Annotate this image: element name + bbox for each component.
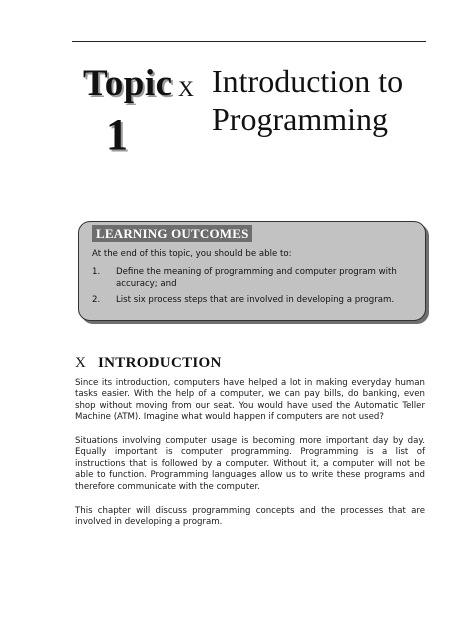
section-marker: X <box>75 355 86 371</box>
topic-separator: X <box>178 76 194 101</box>
body-paragraph: Situations involving computer usage is becoming more important day by day. Equally important is computer programming. Programming is a list of instructions that is followed by a computer. Without it, a computer will not be able to function. Programming languages allow us to write these programs and therefore communicate with the computer. <box>75 436 425 492</box>
outcome-number: 2. <box>92 295 101 305</box>
topic-number: 1 <box>106 110 128 159</box>
outcome-text: List six process steps that are involved in developing a program. <box>116 295 395 305</box>
outcome-number: 1. <box>92 267 101 277</box>
learning-outcomes-intro: At the end of this topic, you should be able to: <box>92 249 292 259</box>
chapter-title: Introduction to Programming <box>212 63 404 137</box>
header-rule <box>72 41 426 42</box>
learning-outcomes-heading: LEARNING OUTCOMES <box>92 225 252 242</box>
learning-outcomes-box <box>78 221 426 321</box>
body-paragraph: This chapter will discuss programming concepts and the processes that are involved in developing a program. <box>75 506 425 528</box>
section-heading: INTRODUCTION <box>98 355 222 371</box>
outcome-text: Define the meaning of programming and computer program with accuracy; and <box>116 267 397 289</box>
topic-label: Topic <box>83 63 173 104</box>
body-paragraph: Since its introduction, computers have helped a lot in making everyday human tasks easier. With the help of a computer, we can pay bills, do banking, even shop without moving from our seat. You would have used the Automatic Teller Machine (ATM). Imagine what would happen if computers are not used? <box>75 378 425 423</box>
